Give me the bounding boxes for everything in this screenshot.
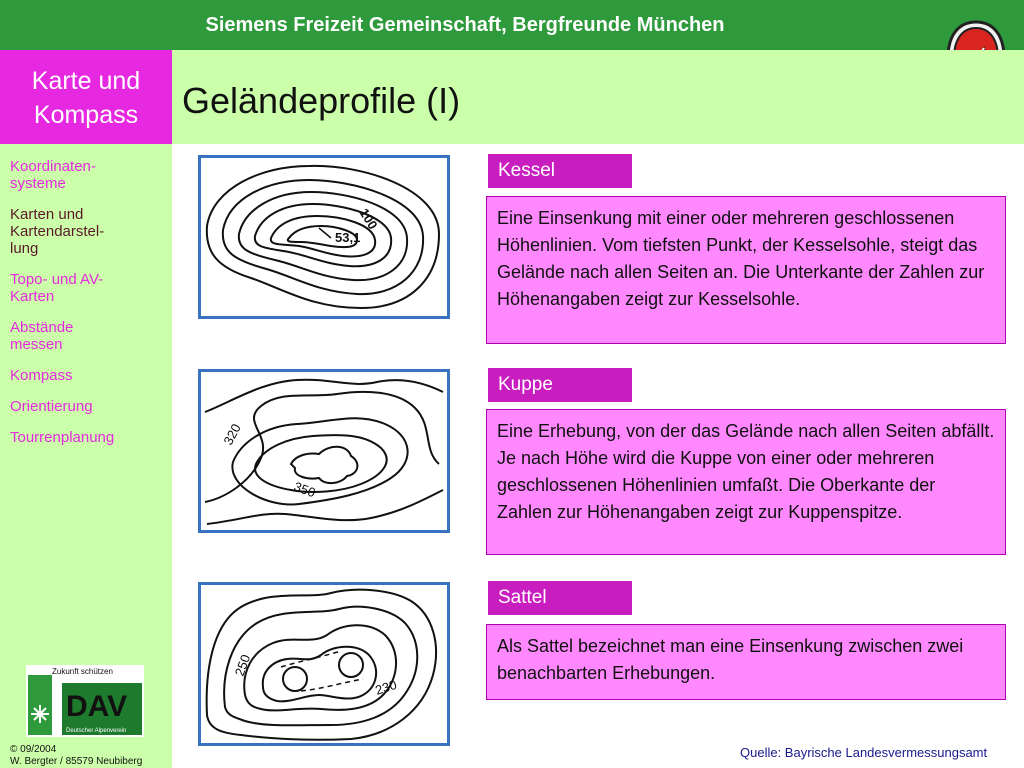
source-credit: Quelle: Bayrische Landesvermessungsamt bbox=[740, 745, 988, 760]
map-label-53-1: 53,1 bbox=[335, 230, 361, 245]
nav-item-topo-und-av-karten[interactable]: Topo- und AV- Karten bbox=[10, 271, 104, 305]
tag-kuppe: Kuppe bbox=[488, 368, 632, 402]
section-label-line1: Karte und bbox=[31, 67, 141, 95]
map-sattel bbox=[198, 582, 450, 746]
contour-map-kessel bbox=[201, 158, 447, 316]
copyright-line2: W. Bergter / 85579 Neubiberg bbox=[10, 756, 143, 767]
page-title: Geländeprofile (I) bbox=[182, 80, 461, 121]
tag-kessel: Kessel bbox=[488, 154, 632, 188]
section-label bbox=[0, 64, 172, 132]
copyright-line1: © 09/2004 bbox=[10, 744, 57, 755]
map-label-320: 320 bbox=[220, 421, 244, 448]
description-kessel: Eine Einsenkung mit einer oder mehreren geschlossenen Höhenlinien. Vom tiefsten Punkt, der Kesselsohle, steigt das Gelände nach allen Seiten an. Die Unterkante der Zahlen zur Höhenangaben zeigt zur Kesselsohle. bbox=[486, 196, 1006, 344]
map-label-230: 230 bbox=[373, 676, 399, 698]
section-label-box bbox=[0, 50, 172, 144]
map-label-100: 100 bbox=[356, 205, 381, 232]
map-label-350: 350 bbox=[291, 478, 318, 501]
nav-item-karten-und-kartendarstellung[interactable]: Karten und Kartendarstel- lung bbox=[10, 206, 105, 257]
dav-logo bbox=[26, 665, 144, 737]
section-label-line2: Kompass bbox=[33, 101, 139, 129]
nav-item-abstaende-messen[interactable]: Abstände messen bbox=[10, 319, 74, 353]
header-bar bbox=[0, 0, 1024, 50]
contour-map-kuppe bbox=[201, 372, 447, 530]
sidebar-nav bbox=[10, 158, 160, 460]
map-kessel bbox=[198, 155, 450, 319]
copyright bbox=[10, 744, 142, 768]
logo-slogan: Zukunft schützen bbox=[52, 667, 113, 676]
description-kuppe: Eine Erhebung, von der das Gelände nach allen Seiten abfällt. Je nach Höhe wird die Kuppe von einer oder mehreren geschlossenen Höhenlinien umfaßt. Die Oberkante der Zahlen zur Höhenangaben zeigt zur Kuppenspitze. bbox=[486, 409, 1006, 555]
map-kuppe bbox=[198, 369, 450, 533]
logo-subtitle: Deutscher Alpenverein bbox=[66, 728, 127, 734]
nav-item-koordinatensysteme[interactable]: Koordinaten- systeme bbox=[10, 158, 96, 192]
nav-item-kompass[interactable]: Kompass bbox=[10, 367, 73, 384]
contour-map-sattel bbox=[201, 585, 447, 743]
tag-sattel: Sattel bbox=[488, 581, 632, 615]
map-label-250: 250 bbox=[231, 652, 254, 679]
nav-item-tourrenplanung[interactable]: Tourrenplanung bbox=[10, 429, 115, 446]
logo-brand: DAV bbox=[66, 690, 128, 723]
org-title: Siemens Freizeit Gemeinschaft, Bergfreunde München bbox=[205, 14, 725, 36]
description-sattel: Als Sattel bezeichnet man eine Einsenkung zwischen zwei benachbarten Erhebungen. bbox=[486, 624, 1006, 700]
nav-item-orientierung[interactable]: Orientierung bbox=[10, 398, 93, 415]
